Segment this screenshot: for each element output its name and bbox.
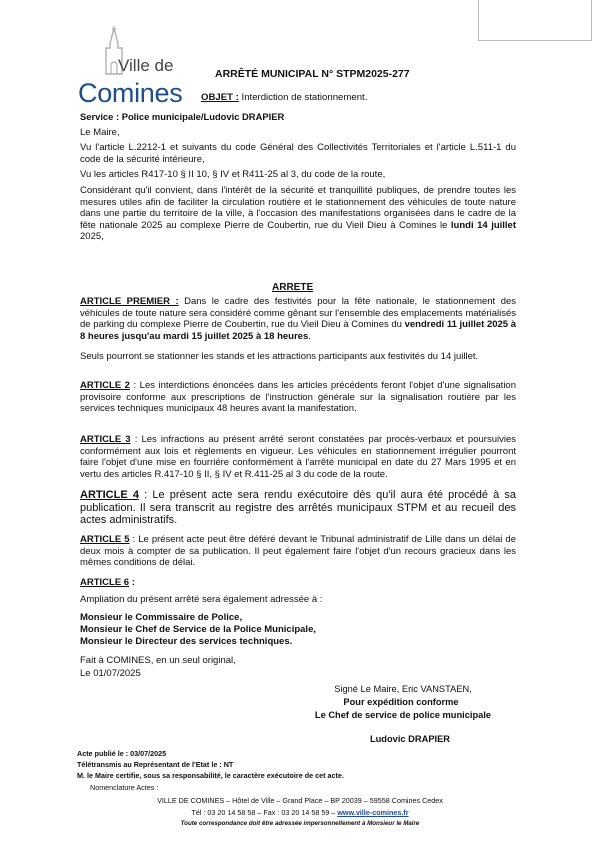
article-5-label: ARTICLE 5 [80, 534, 130, 545]
considerant-date: lundi 14 juillet [450, 219, 517, 231]
date: Le 01/07/2025 [80, 668, 141, 679]
address-line-2 [80, 808, 520, 817]
article-4-text: : Le présent acte sera rendu exécutoire dès qu'il aura été procédé à sa publication. Il sera transcrit au registre des arrêtés municipaux STPM et au recueil des actes administratifs. [80, 489, 516, 526]
p-vu-1: Vu l'article L.2212-1 et suivants du code Général des Collectivités Territoriales et l'article L.511-1 du code de la sécurité intérieure, [80, 142, 516, 165]
stamp-box [478, 0, 592, 41]
acte-publie: Acte publié le : 03/07/2025 [77, 749, 167, 758]
article-5 [80, 534, 516, 569]
logo-comines: Comines [78, 78, 183, 108]
p-vu-2: Vu les articles R417-10 § II 10, § IV et R411-25 al 3, du code de la route, [80, 169, 386, 180]
destinataire: Monsieur le Chef de Service de la Police Municipale, [80, 624, 316, 635]
article-3-text: : Les infractions au présent arrêté seront constatées par procès-verbaux et poursuivies conformément aux lois et règlements en vigueur. Les véhicules en stationnement irrégulier pourront faire l'objet d'une mise en fourrière conformément à l'arrêté municipal en date du 27 Mars 1995 et en vertu des articles R.417-10 § II, § IV et R.411-25 al 3 du code de la route. [80, 434, 516, 480]
signature-maire: Signé Le Maire, Eric VANSTAEN, [334, 684, 472, 694]
objet-label: OBJET : [201, 92, 239, 103]
article-1 [80, 296, 516, 342]
city-logo [78, 26, 198, 108]
ampliation: Ampliation du présent arrêté sera également adressée à : [80, 594, 323, 605]
teletransmis: Télétransmis au Représentant de l'Etat le : NT [77, 760, 234, 769]
certification: M. le Maire certifie, sous sa responsabilité, le caractère exécutoire de cet acte. [77, 771, 344, 780]
considerant-text: Considérant qu'il convient, dans l'intérêt de la sécurité et tranquillité publiques, de prendre toutes les mesures utiles afin de faciliter la circulation routière et le stationnement des véhicules de toute nature dans une partie du territoire de la ville, à l'occasion des manifestations organisées dans le cadre de la fête nationale 2025 au complexe Pierre de Coubertin, rue du Vieil Dieu à Comines le [80, 185, 516, 231]
destinataire: Monsieur le Directeur des services techniques. [80, 636, 293, 647]
article-1-seuls: Seuls pourront se stationner les stands et les attractions participants aux festivités du 14 juillet. [80, 351, 479, 362]
correspondence-notice: Toute correspondance doit être adressée impersonnellement à Monsieur le Maire [180, 820, 420, 827]
article-4 [80, 489, 516, 527]
objet-line [201, 92, 367, 103]
considerant-end: 2025, [80, 231, 104, 243]
article-1-end: . [308, 330, 311, 342]
destinataire: Monsieur le Commissaire de Police, [80, 612, 243, 623]
p-considerant [80, 185, 516, 243]
article-2-label: ARTICLE 2 [80, 380, 130, 391]
fait-a: Fait à COMINES, en un seul original, [80, 655, 236, 666]
article-6-label: ARTICLE 6 [80, 577, 130, 588]
article-3-label: ARTICLE 3 [80, 434, 131, 445]
logo-ville: Ville de [118, 56, 174, 75]
article-1-bold: vendredi 11 juillet 2025 à 8 heures jusqu'au mardi 15 juillet 2025 à 18 heures [80, 319, 517, 342]
article-1-label: ARTICLE PREMIER : [80, 296, 179, 307]
article-3 [80, 434, 516, 480]
p-maire: Le Maire, [80, 127, 120, 138]
phone-fax: Tél : 03 20 14 58 58 – Fax : 03 20 14 58 59 – [191, 808, 338, 817]
article-5-text: : Le présent acte peut être déféré devant le Tribunal administratif de Lille dans un délai de deux mois à compter de sa publication. Il peut également faire l'objet d'un recours gracieux dans les mêmes conditions de délai. [80, 534, 517, 569]
signature-expedition: Pour expédition conforme [343, 697, 459, 707]
address-line-1: VILLE DE COMINES – Hôtel de Ville – Grand Place – BP 20039 – 59558 Comines Cedex [157, 796, 443, 805]
article-2 [80, 380, 516, 415]
arrete-heading: ARRETE [272, 282, 314, 293]
nomenclature: Nomenclature Actes : [90, 783, 159, 792]
article-2-text: : Les interdictions énoncées dans les articles précédents feront l'objet d'une signalisation provisoire conforme aux prescriptions de l'instruction générale sur la signalisation routière par les services techniques municipaux 48 heures avant la manifestation. [80, 380, 516, 415]
signature-name: Ludovic DRAPIER [369, 734, 451, 744]
objet-text: Interdiction de stationnement. [238, 92, 368, 103]
article-6-text: : [129, 577, 135, 588]
document-title: ARRÊTÉ MUNICIPAL N° STPM2025-277 [215, 68, 410, 80]
article-4-label: ARTICLE 4 [80, 489, 139, 501]
signature-chef: Le Chef de service de police municipale [314, 710, 492, 720]
website-link[interactable]: www.ville-comines.fr [337, 808, 409, 817]
service-line: Service : Police municipale/Ludovic DRAPIER [80, 111, 285, 122]
article-1-text: Dans le cadre des festivités pour la fête nationale, le stationnement des véhicules de toute nature sera considéré comme gênant sur l'ensemble des emplacements matérialisés de parking du complexe Pierre de Coubertin, rue du Vieil Dieu à Comines du [80, 296, 517, 331]
article-6 [80, 577, 516, 589]
